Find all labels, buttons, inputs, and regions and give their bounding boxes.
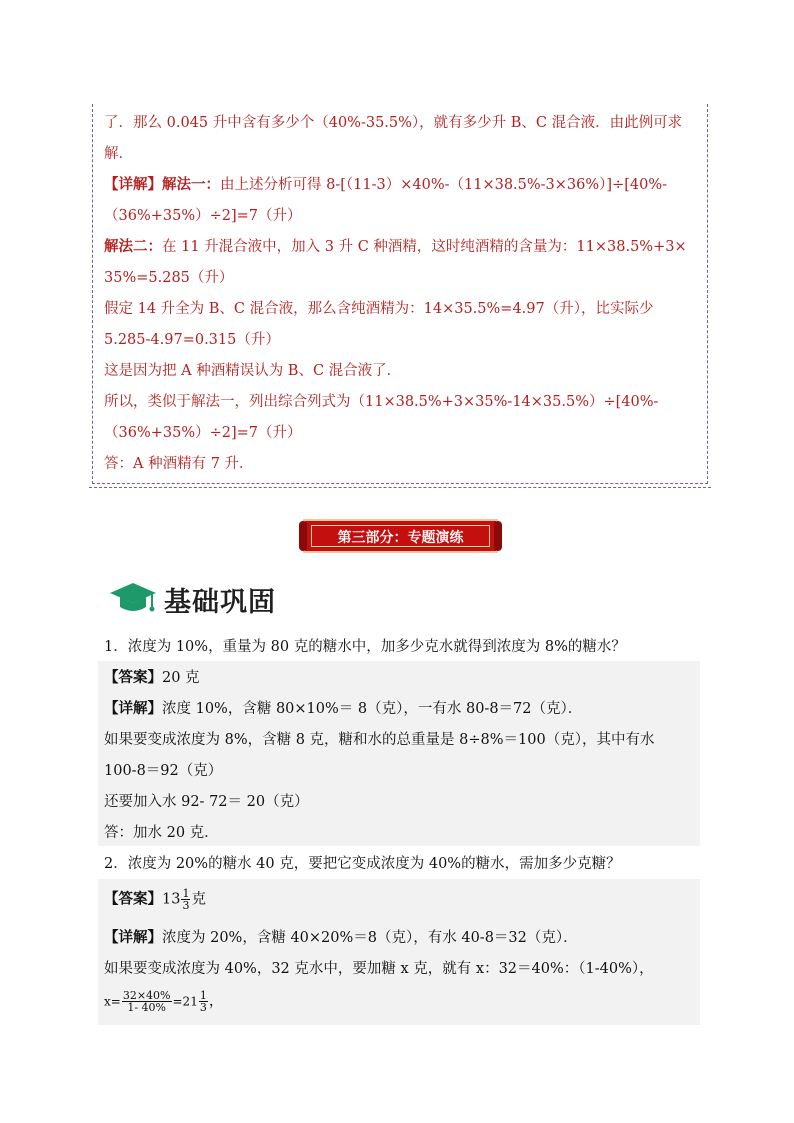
formula-line: 所以，类似于解法一，列出综合列式为（11×38.5%+3×35%-14×35.5%）÷[40%-: [104, 394, 659, 410]
method2-row: [104, 237, 687, 257]
q2-x-result-fraction: $\frac{1}{3}$: [199, 989, 207, 1014]
q1-answer-block: [98, 661, 700, 846]
method1-row: [104, 175, 667, 195]
assume-continued: 5.285-4.97=0.315（升）: [104, 332, 280, 348]
q2-detail-2: 如果要变成浓度为 40%，32 克水中，要加糖 x 克，就有 x：32＝40%：（1-40%），: [104, 961, 654, 977]
q2-x-equation: x= $\frac{32\times 40\%}{1- 40\%}$ =21 $\frac{1}{3}$ ，: [104, 989, 224, 1014]
q2-x-fraction: $\frac{32\times 40\%}{1- 40\%}$: [122, 989, 171, 1014]
q2-question: 2．浓度为 20%的糖水 40 克，要把它变成浓度为 40%的糖水，需加多少克糖？: [104, 856, 621, 872]
answer-line: 答：A 种酒精有 7 升．: [104, 456, 254, 472]
q1-detail-5: 答：加水 20 克．: [104, 825, 219, 841]
assume-line: 假定 14 升全为 B、C 混合液，那么含纯酒精为：14×35.5%=4.97（升），比实际少: [104, 301, 654, 317]
section-banner: [303, 519, 498, 553]
q1-detail-3: 100-8＝92（克）: [104, 763, 223, 779]
section-heading: 基础巩固: [164, 587, 276, 618]
q2-answer-unit: 克: [191, 891, 206, 908]
reason-line: 这是因为把 A 种酒精误认为 B、C 混合液了．: [104, 363, 402, 379]
q1-question: 1．浓度为 10%，重量为 80 克的糖水中，加多少克水就得到浓度为 8%的糖水？: [104, 639, 626, 655]
q1-detail-row: [104, 699, 582, 719]
q1-detail-tag: 【详解】: [104, 700, 162, 717]
q2-answer-whole: 13: [162, 891, 181, 908]
q2-answer-fraction: $\frac{1}{3}$: [182, 887, 190, 912]
solution-line-2: 解．: [104, 146, 133, 162]
q2-detail-1: 浓度为 20%，含糖 40×20%＝8（克），有水 40-8＝32（克）．: [162, 930, 578, 946]
q1-answer: 20 克: [162, 670, 200, 686]
method2-text: 在 11 升混合液中，加入 3 升 C 种酒精，这时纯酒精的含量为：11×38.5%+3×: [162, 239, 687, 255]
method1-label: 解法一：: [162, 176, 220, 193]
q1-detail-2: 如果要变成浓度为 8%，含糖 8 克，糖和水的总重量是 8÷8%＝100（克），其中有水: [104, 732, 655, 748]
q1-detail-4: 还要加入水 92- 72＝ 20（克）: [104, 794, 309, 810]
method2-continued: 35%=5.285（升）: [104, 270, 234, 286]
q2-answer-row: [104, 888, 206, 911]
q1-answer-tag: 【答案】: [104, 669, 162, 686]
q1-detail-1: 浓度 10%，含糖 80×10%＝ 8（克），一有水 80-8＝72（克）．: [162, 701, 583, 717]
graduation-cap-icon: [108, 580, 158, 616]
detail-tag: 【详解】: [104, 176, 162, 193]
method2-label: 解法二：: [104, 238, 162, 255]
q2-detail-tag: 【详解】: [104, 929, 162, 946]
q1-answer-row: [104, 668, 200, 688]
banner-text: 第三部分：专题演练: [337, 530, 464, 546]
q2-detail-row: [104, 928, 578, 948]
solution-line-1: 了．那么 0.045 升中含有多少个（40%-35.5%），就有多少升 B、C 混合液．由此例可求: [104, 115, 683, 131]
formula-continued: （36%+35%）÷2]=7（升）: [104, 425, 302, 441]
method1-continued: （36%+35%）÷2]=7（升）: [104, 208, 302, 224]
method1-text: 由上述分析可得 8-[（11-3）×40%-（11×38.5%-3×36%）]÷[40%-: [220, 177, 667, 193]
q2-answer-tag: 【答案】: [104, 890, 162, 908]
